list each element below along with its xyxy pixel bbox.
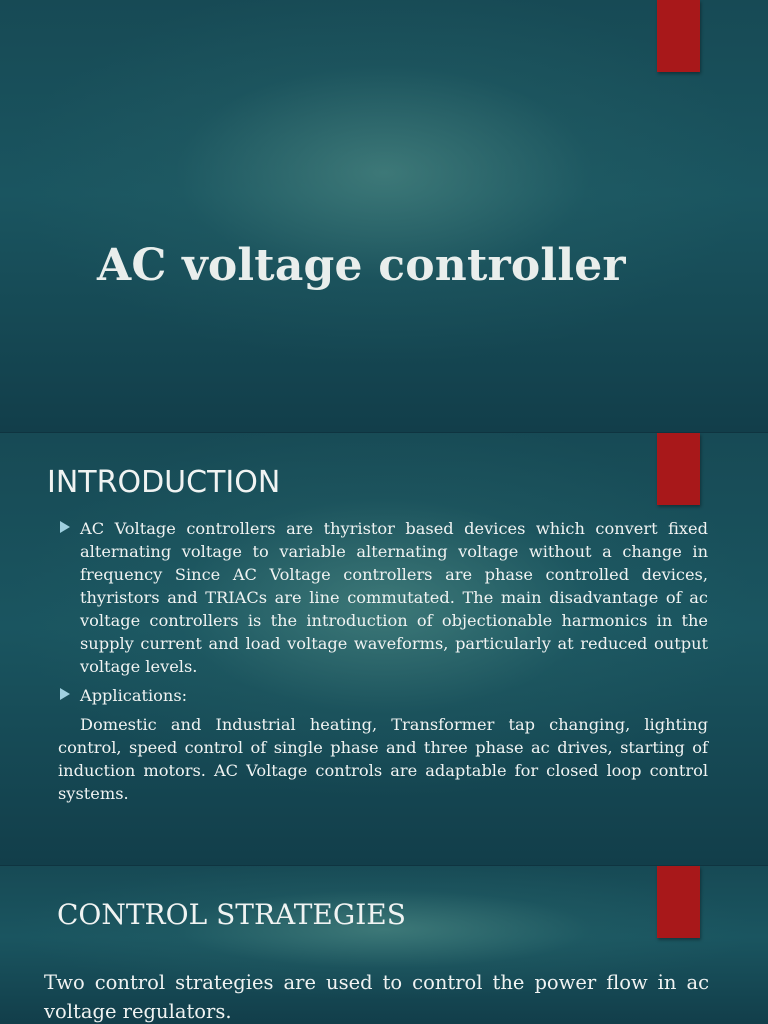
accent-bar [657,866,700,938]
triangle-bullet-icon [60,521,70,533]
slide-title-text: AC voltage controller [97,240,626,291]
slide-control-strategies [0,866,768,1024]
applications-paragraph: Domestic and Industrial heating, Transformer tap changing, lighting control, speed control of single phase and three phase ac drives, starting of induction motors. AC Voltage controls are adaptable for closed loop control systems. [58,715,708,803]
section-heading: CONTROL STRATEGIES [57,898,406,931]
slide-body [58,517,708,805]
bullet-text: Applications: [80,686,188,705]
bullet-item [58,684,708,707]
bullet-item [58,517,708,678]
accent-bar [657,0,700,72]
section-heading: INTRODUCTION [47,465,281,500]
slide-body-text: Two control strategies are used to control the power flow in ac voltage regulators. [44,971,709,1023]
accent-bar [657,433,700,505]
bullet-text: AC Voltage controllers are thyristor based devices which convert fixed alternating voltage to variable alternating voltage without a change in frequency Since AC Voltage controllers are phase controlled devices, thyristors and TRIACs are line commutated. The main disadvantage of ac voltage controllers is the introduction of objectionable harmonics in the supply current and load voltage waveforms, particularly at reduced output voltage levels. [80,519,708,676]
slide-introduction [0,433,768,865]
slide-title [0,0,768,432]
triangle-bullet-icon [60,688,70,700]
